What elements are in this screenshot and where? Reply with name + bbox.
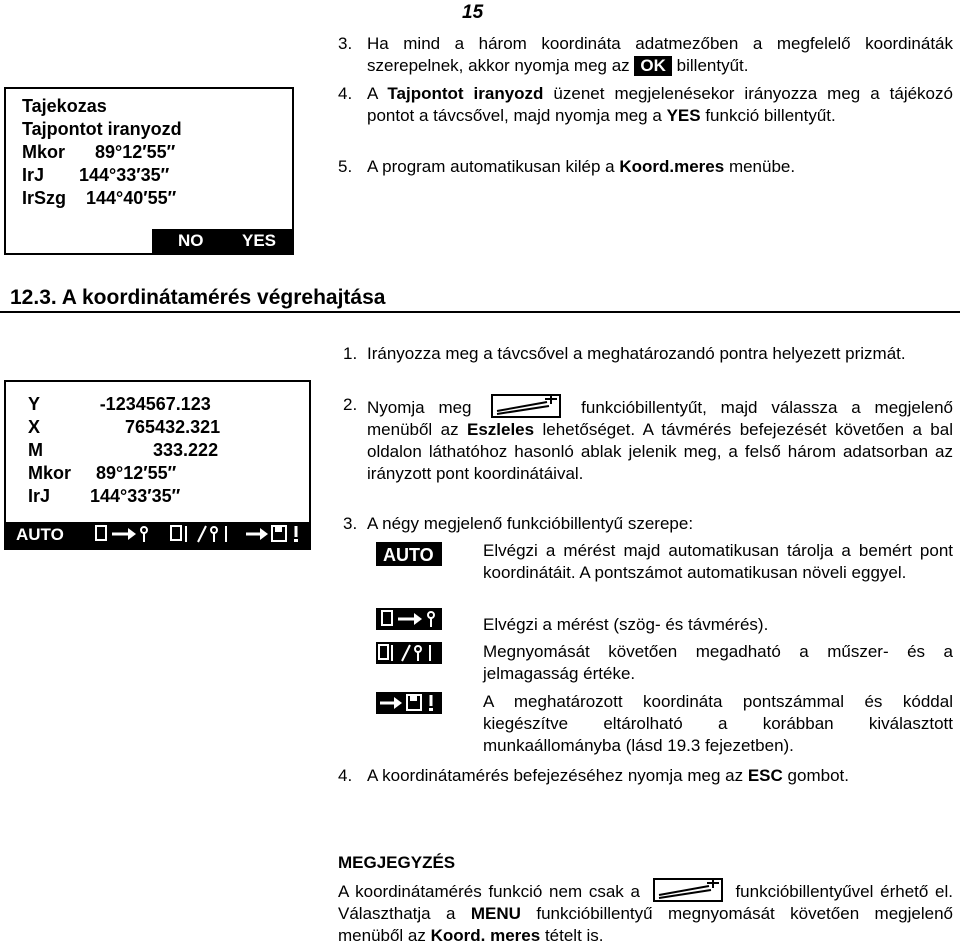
store-key-description: A meghatározott koordináta pontszámmal és kóddal kiegészítve eltárolható a korábban kiválasztott munkaállományba (lásd 19.3 fejezetben). [483,692,953,755]
text: üzenet megjelenésekor irányozza meg a tájékozó pontot a távcsővel, majd nyomja meg a [367,84,953,125]
height-key-icon [376,642,442,664]
step-number: 4. [338,766,353,785]
auto-key-icon [376,542,442,566]
step-4-text [367,83,953,127]
step-number: 1. [343,344,358,363]
screen-line: Mkor 89°12′55″ [22,142,176,162]
measure-key-description: Elvégzi a mérést (szög- és távmérés). [483,615,769,634]
step-3-main-text: A négy megjelenő funkcióbillentyű szerepe: [367,514,694,533]
heading-rule [0,311,960,313]
text-bold: ESC [747,766,783,785]
text: funkcióbillentyűt, majd válassza a megjelenő menüből az [367,398,953,439]
coord-measure-key-icon [491,394,561,416]
orientation-screen [4,87,294,255]
screen-line: Mkor 89°12′55″ [28,463,177,483]
step-4-main-text [367,765,953,787]
store-softkey-icon[interactable] [244,523,306,550]
measure-key-icon [376,608,442,630]
screen-line: M 333.222 [28,440,219,460]
text: funkció billentyűt. [705,106,836,125]
step-number: 5. [338,157,353,176]
screen-line: IrJ 144°33′35″ [22,165,170,185]
screen-line: Tajekozas [22,96,107,116]
step-2-text [367,394,953,485]
no-softkey[interactable]: NO [178,231,204,250]
text-bold: Koord. meres [430,926,541,945]
measurement-screen [4,380,311,550]
note-heading: MEGJEGYZÉS [338,853,456,872]
height-softkey-icon[interactable] [168,523,240,550]
text-bold: Eszleles [466,420,535,439]
text: tételt is. [544,926,604,945]
ok-key-icon: OK [634,56,672,76]
auto-softkey[interactable]: AUTO [16,525,64,544]
screen-line: Tajpontot iranyozd [22,119,182,139]
yes-softkey[interactable]: YES [242,231,277,250]
text: billentyűt. [676,56,749,75]
step-number: 2. [343,395,358,414]
step-number: 3. [343,514,358,533]
measurement-screen-lines [28,393,220,508]
screen-line: X 765432.321 [28,417,221,437]
section-heading: 12.3. A koordinátamérés végrehajtása [10,286,386,309]
softkey-bar [6,522,309,548]
coord-measure-key-icon [653,878,723,900]
text: A [367,84,378,103]
step-number: 3. [338,34,353,53]
text: Ha mind a három koordináta adatmezőben a megfelelő koordináták szerepelnek, akkor nyomja meg az [367,34,953,75]
note-text [338,878,953,947]
text-bold: Tajpontot iranyozd [387,84,544,103]
text-bold: Koord.meres [619,157,725,176]
text: funkcióbillentyűvel érhető el. Választhatja a [338,882,954,923]
text: funkcióbillentyű megnyomását követően megjelenő menüből az [338,904,953,945]
text: menübe. [728,157,796,176]
softkey-bar [152,229,292,253]
height-key-description: Megnyomását követően megadható a műszer- és a jelmagasság értéke. [483,642,953,683]
text: Nyomja meg [367,398,472,417]
step-3-text [367,33,953,77]
text: lehetőséget. A távmérés befejezését követően a bal oldalon láthatóhoz hasonló ablak jelenik meg, a felső három adatsorban az irányzott pont koordinátáival. [367,420,953,483]
auto-key-description: Elvégzi a mérést majd automatikusan tárolja a bemért pont koordinátáit. A pontszámot automatikusan növeli eggyel. [483,541,953,582]
text-bold: MENU [470,904,521,923]
store-key-icon [376,692,442,714]
screen-line: IrSzg 144°40′55″ [22,188,177,208]
text: gombot. [787,766,849,785]
auto-key-label: AUTO [383,545,434,565]
orientation-screen-lines [22,95,182,210]
text: A koordinátamérés funkció nem csak a [338,882,640,901]
text: A program automatikusan kilép a [367,157,615,176]
screen-line: IrJ 144°33′35″ [28,486,181,506]
screen-line: Y -1234567.123 [28,394,211,414]
step-5-text [367,156,953,178]
text-bold: YES [666,106,701,125]
measure-softkey-icon[interactable] [92,523,154,550]
text: A koordinátamérés befejezéséhez nyomja meg az [367,766,744,785]
step-number: 4. [338,84,353,103]
step-1-text: Irányozza meg a távcsővel a meghatározandó pontra helyezett prizmát. [367,344,906,363]
page-number: 15 [462,2,484,23]
